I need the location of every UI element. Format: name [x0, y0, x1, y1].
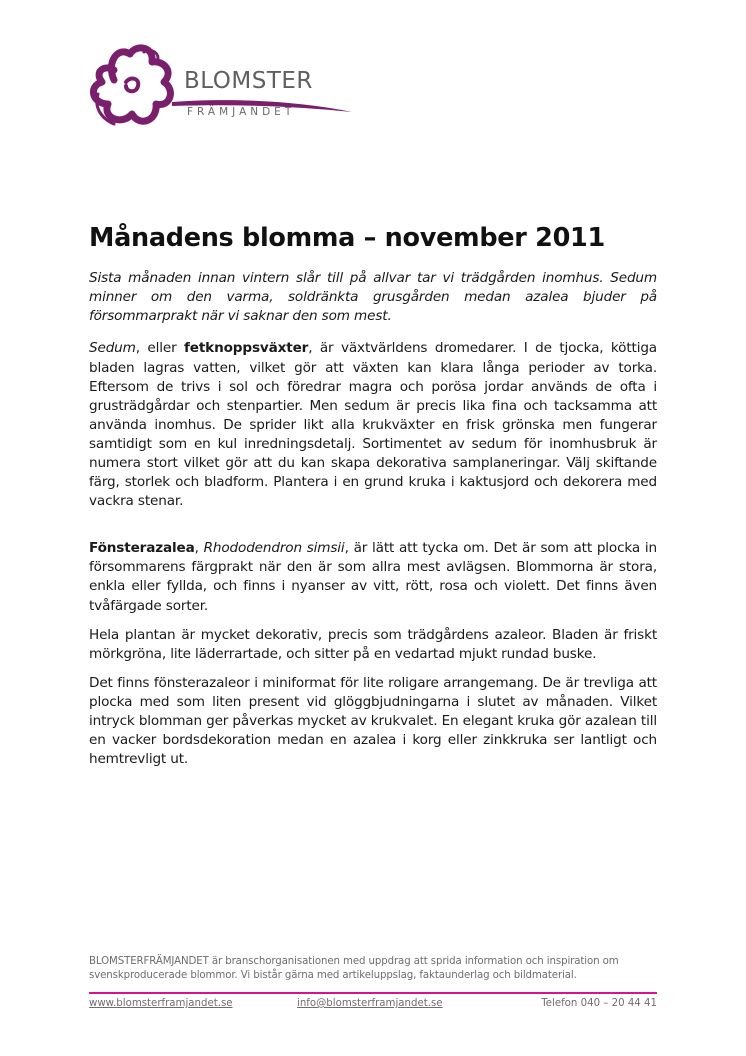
page-title: Månadens blomma – november 2011	[89, 223, 605, 253]
fetknopp-term: fetknoppsväxter	[184, 340, 309, 357]
intro-paragraph: Sista månaden innan vintern slår till på allvar tar vi trädgården inomhus. Sedum minner om den varma, soldränkta grusgården medan azalea bjuder på försommarprakt när vi saknar den som mest.	[89, 270, 657, 325]
brand-subtitle: FRÄMJANDET	[187, 106, 296, 118]
footer-divider	[89, 992, 657, 994]
azalea-paragraph	[89, 539, 657, 615]
footer-text: BLOMSTERFRÄMJANDET är branschorganisationen med uppdrag att sprida information och inspiration om svenskproducerade blommor. Vi bistår gärna med artikeluppslag, faktaunderlag och bildmaterial.	[89, 956, 619, 981]
footer	[89, 955, 657, 1009]
text-span: , är växtvärldens dromedarer. I de tjocka, köttiga bladen lagras vatten, vilket gör att växten kan klara långa perioder av torka. Eftersom de trivs i sol och föredrar magra och porösa jordar används de ofta i grusträdgårdar och stenpartier. Men sedum är precis lika fina och tacksamma att använda inomhus. De sprider likt alla krukväxter en frisk grönska men fungerar samtidigt som en kul inredningsdetalj. Sortimentet av sedum för inomhusbruk är numera stort vilket gör att du kan skapa dekorativa samplaneringar. Välj skiftande färg, storlek och bladform. Plantera i en grund kruka i kaktusjord och dekorera med vackra stenar.	[89, 340, 657, 510]
website-link[interactable]: www.blomsterframjandet.se	[89, 998, 233, 1009]
sedum-paragraph	[89, 339, 657, 511]
email-link[interactable]: info@blomsterframjandet.se	[297, 998, 443, 1009]
latin-name: Rhododendron simsii	[203, 540, 345, 557]
text-span: ,	[194, 540, 204, 557]
text-span: , är lätt att tycka om. Det är som att plocka in försommarens färgprakt när den är som allra mest avlägsen. Blommorna är stora, enkla eller fyllda, och finns i nyanser av vitt, rött, rosa och violett. Det finns även tvåfärgade sorter.	[89, 540, 658, 614]
logo	[84, 42, 374, 138]
plant-paragraph: Hela plantan är mycket dekorativ, precis som trädgårdens azaleor. Bladen är friskt mörkgröna, lite läderrartade, och sitter på en vedartad mjukt rundad buske.	[89, 626, 657, 662]
azalea-term: Fönsterazalea	[89, 540, 195, 557]
article	[89, 222, 657, 779]
brand-name: BLOMSTER	[184, 68, 313, 94]
phone-number: Telefon 040 – 20 44 41	[541, 998, 657, 1009]
text-span: , eller	[135, 340, 184, 357]
sedum-term: Sedum	[89, 340, 136, 357]
miniformat-paragraph: Det finns fönsterazaleor i miniformat för lite roligare arrangemang. De är trevliga att plocka med som liten present vid glöggbjudningarna i slutet av månaden. Vilket intryck blomman ger påverkas mycket av krukvalet. En elegant kruka gör azalean till en vacker bordsdekoration medan en azalea i korg eller zinkkruka ser lantligt och hemtrevligt ut.	[89, 674, 657, 768]
